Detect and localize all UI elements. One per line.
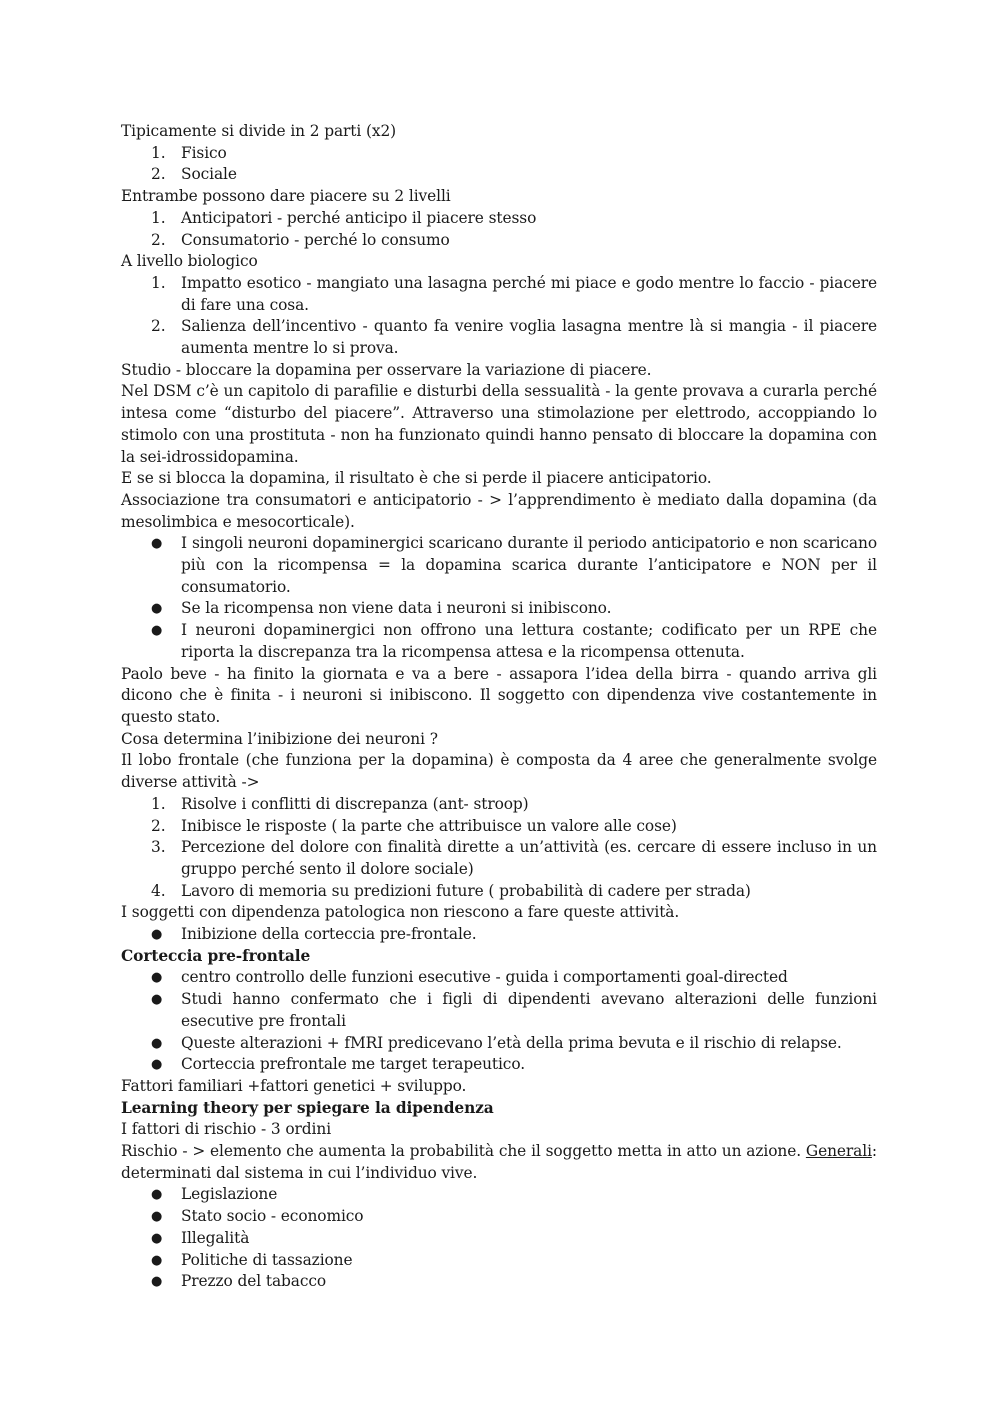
list-item bbox=[121, 230, 877, 252]
list-number: 4. bbox=[151, 881, 166, 900]
paragraph: Fattori familiari +fattori genetici + sviluppo. bbox=[121, 1076, 467, 1095]
bullet-icon: ● bbox=[151, 536, 163, 552]
bullet-icon: ● bbox=[151, 1274, 163, 1290]
list-item bbox=[121, 989, 877, 1032]
bullet-icon: ● bbox=[151, 1230, 163, 1246]
list-item bbox=[121, 794, 877, 816]
list-item-text: Fisico bbox=[181, 143, 227, 162]
list-item bbox=[121, 533, 877, 598]
list-item-text: Percezione del dolore con finalità dirette a un’attività (es. cercare di essere incluso in un gruppo perché sento il dolore sociale) bbox=[181, 838, 877, 878]
paragraph: E se si blocca la dopamina, il risultato è che si perde il piacere anticipatorio. bbox=[121, 469, 712, 488]
paragraph: Tipicamente si divide in 2 parti (x2) bbox=[121, 122, 397, 140]
list-number: 2. bbox=[151, 165, 166, 184]
paragraph: I fattori di rischio - 3 ordini bbox=[121, 1120, 332, 1139]
bullet-icon: ● bbox=[151, 1252, 163, 1268]
list-item-text: Salienza dell’incentivo - quanto fa venire voglia lasagna mentre là si mangia - il piacere aumenta mentre lo si prova. bbox=[181, 317, 877, 358]
bullet-list bbox=[121, 1184, 877, 1293]
list-item bbox=[121, 620, 877, 663]
list-item bbox=[121, 816, 877, 838]
text-run: : determinati dal sistema in cui l’individuo vive. bbox=[121, 1142, 877, 1182]
list-item bbox=[121, 1184, 877, 1206]
section-heading: Learning theory per spiegare la dipendenza bbox=[121, 1098, 494, 1117]
underlined-term: Generali bbox=[805, 1142, 872, 1161]
bullet-icon: ● bbox=[151, 1035, 163, 1051]
list-item-text: Illegalità bbox=[181, 1228, 250, 1247]
numbered-list bbox=[121, 794, 877, 903]
bullet-icon: ● bbox=[151, 1187, 163, 1203]
list-number: 1. bbox=[151, 208, 166, 227]
list-item-text: Impatto esotico - mangiato una lasagna perché mi piace e godo mentre lo faccio - piacere di fare una cosa. bbox=[181, 273, 877, 314]
list-item-text: Sociale bbox=[181, 165, 237, 184]
list-item bbox=[121, 881, 877, 903]
numbered-list bbox=[121, 143, 877, 186]
paragraph: Paolo beve - ha finito la giornata e va a bere - assapora l’idea della birra - quando arriva gli dicono che è finita - i neuroni si inibiscono. Il soggetto con dipendenza vive costantemente in questo stato. bbox=[121, 664, 877, 726]
list-item bbox=[121, 837, 877, 880]
paragraph: I soggetti con dipendenza patologica non riescono a fare queste attività. bbox=[121, 903, 680, 922]
list-item-text: Corteccia prefrontale me target terapeutico. bbox=[181, 1055, 526, 1074]
bullet-icon: ● bbox=[151, 927, 163, 943]
list-item bbox=[121, 1250, 877, 1272]
bullet-icon: ● bbox=[151, 601, 163, 617]
list-item bbox=[121, 598, 877, 620]
list-item bbox=[121, 1206, 877, 1228]
list-item bbox=[121, 143, 877, 165]
paragraph: Il lobo frontale (che funziona per la dopamina) è composta da 4 aree che generalmente svolge diverse attività -> bbox=[121, 751, 877, 792]
list-item bbox=[121, 967, 877, 989]
bullet-icon: ● bbox=[151, 970, 163, 986]
document-body bbox=[121, 121, 877, 1293]
list-item-text: Queste alterazioni + fMRI predicevano l’età della prima bevuta e il rischio di relapse. bbox=[181, 1033, 842, 1052]
list-item-text: centro controllo delle funzioni esecutive - guida i comportamenti goal-directed bbox=[181, 968, 788, 987]
paragraph: Studio - bloccare la dopamina per osservare la variazione di piacere. bbox=[121, 360, 652, 379]
list-item-text: Inibisce le risposte ( la parte che attribuisce un valore alle cose) bbox=[181, 816, 677, 835]
list-number: 2. bbox=[151, 317, 166, 336]
list-item bbox=[121, 924, 877, 946]
list-item-text: Stato socio - economico bbox=[181, 1207, 364, 1226]
list-number: 2. bbox=[151, 230, 166, 249]
bullet-icon: ● bbox=[151, 623, 163, 639]
paragraph: A livello biologico bbox=[121, 252, 258, 271]
bullet-list bbox=[121, 533, 877, 663]
list-item bbox=[121, 1228, 877, 1250]
list-item-text: I neuroni dopaminergici non offrono una lettura costante; codificato per un RPE che riporta la discrepanza tra la ricompensa attesa e la ricompensa ottenuta. bbox=[181, 621, 877, 661]
list-item bbox=[121, 1033, 877, 1055]
list-item bbox=[121, 273, 877, 316]
paragraph: Nel DSM c’è un capitolo di parafilie e disturbi della sessualità - la gente provava a curarla perché intesa come “disturbo del piacere”. Attraverso una stimolazione per elettrodo, accoppiando lo stimolo con una prostituta - non ha funzionato quindi hanno pensato di bloccare la dopamina con la sei-idrossidopamina. bbox=[121, 382, 877, 466]
list-number: 2. bbox=[151, 816, 166, 835]
paragraph: Entrambe possono dare piacere su 2 livelli bbox=[121, 187, 451, 206]
list-item bbox=[121, 316, 877, 359]
bullet-icon: ● bbox=[151, 992, 163, 1008]
list-item bbox=[121, 1054, 877, 1076]
list-item-text: Legislazione bbox=[181, 1185, 278, 1204]
numbered-list bbox=[121, 273, 877, 360]
section-heading: Corteccia pre-frontale bbox=[121, 946, 311, 965]
list-item bbox=[121, 208, 877, 230]
paragraph: Associazione tra consumatori e anticipatorio - > l’apprendimento è mediato dalla dopamina (da mesolimbica e mesocorticale). bbox=[121, 490, 877, 531]
list-item bbox=[121, 164, 877, 186]
list-number: 3. bbox=[151, 838, 166, 857]
list-item-text: Inibizione della corteccia pre-frontale. bbox=[181, 925, 477, 944]
text-run: Rischio - > elemento che aumenta la probabilità che il soggetto metta in atto un azione. bbox=[121, 1142, 806, 1161]
list-item-text: I singoli neuroni dopaminergici scaricano durante il periodo anticipatorio e non scaricano più con la ricompensa = la dopamina scarica durante l’anticipatore e NON per il consumatorio. bbox=[181, 534, 877, 596]
list-item-text: Consumatorio - perché lo consumo bbox=[181, 230, 450, 249]
bullet-list bbox=[121, 967, 877, 1076]
bullet-icon: ● bbox=[151, 1057, 163, 1073]
list-number: 1. bbox=[151, 273, 166, 292]
list-number: 1. bbox=[151, 143, 166, 162]
bullet-icon: ● bbox=[151, 1209, 163, 1225]
list-item-text: Anticipatori - perché anticipo il piacere stesso bbox=[181, 208, 537, 227]
list-item-text: Politiche di tassazione bbox=[181, 1250, 353, 1269]
list-item-text: Prezzo del tabacco bbox=[181, 1272, 327, 1291]
list-item-text: Lavoro di memoria su predizioni future ( probabilità di cadere per strada) bbox=[181, 881, 751, 900]
numbered-list bbox=[121, 208, 877, 251]
list-item-text: Risolve i conflitti di discrepanza (ant- stroop) bbox=[181, 794, 529, 813]
list-item bbox=[121, 1271, 877, 1293]
paragraph: Cosa determina l’inibizione dei neuroni ? bbox=[121, 729, 438, 748]
list-number: 1. bbox=[151, 794, 166, 813]
paragraph bbox=[121, 1141, 877, 1184]
bullet-list bbox=[121, 924, 877, 946]
list-item-text: Se la ricompensa non viene data i neuroni si inibiscono. bbox=[181, 599, 612, 618]
list-item-text: Studi hanno confermato che i figli di dipendenti avevano alterazioni delle funzioni esecutive pre frontali bbox=[181, 990, 877, 1030]
